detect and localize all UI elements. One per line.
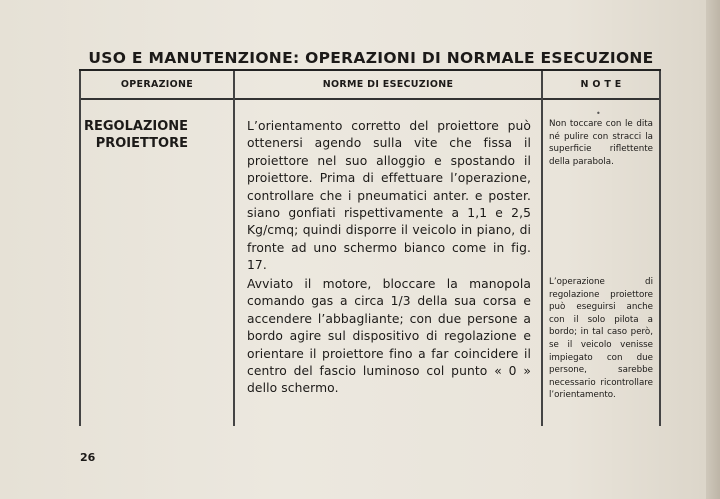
operation-name-line: PROIETTORE [95,136,188,151]
note-text: Non toccare con le dita né pulire con stracci la superficie riflettente della parabola. [549,119,653,167]
page-edge [706,0,720,499]
table-header-rule [79,98,661,100]
operation-name-line: REGOLAZIONE [84,119,189,134]
note-text: L’operazione di regolazione proiettore può eseguirsi anche con il solo pilota a bordo; in tal caso però, se il veicolo venisse impiegato con due persone, sarebbe necessario ricontrollare l’orientamento. [549,277,653,401]
column-header-notes: N O T E [580,79,622,90]
page-number: 26 [80,451,96,464]
column-header-operation: OPERAZIONE [120,79,194,90]
column-divider [659,71,661,426]
bullet-dot: • [596,109,601,118]
table-top-rule [79,69,661,71]
column-divider [541,71,543,426]
column-divider [79,71,81,426]
rule-paragraph: L’orientamento corretto del proiettore può ottenersi agendo sulla vite che fissa il proiettore nel suo alloggio e spostando il proiettore. Prima di effettuare l’operazione, controllare che i pneumatici anter. e poster. siano gonfiati rispettivamente a 1,1 e 2,5 Kg/cmq; quindi disporre il veicolo in piano, di fronte ad uno schermo bianco come in fig. 17. [247,119,531,273]
column-divider [233,71,235,426]
operation-name [84,118,188,152]
page-title: USO E MANUTENZIONE: OPERAZIONI DI NORMALE ESECUZIONE [88,49,654,67]
column-header-rules: NORME DI ESECUZIONE [322,79,454,90]
rule-paragraph: Avviato il motore, bloccare la manopola comando gas a circa 1/3 della sua corsa e accendere l’abbagliante; con due persone a bordo agire sul dispositivo di regolazione e orientare il proiettore fino a far coincidere il centro del fascio luminoso col punto « 0 » dello schermo. [247,277,531,396]
